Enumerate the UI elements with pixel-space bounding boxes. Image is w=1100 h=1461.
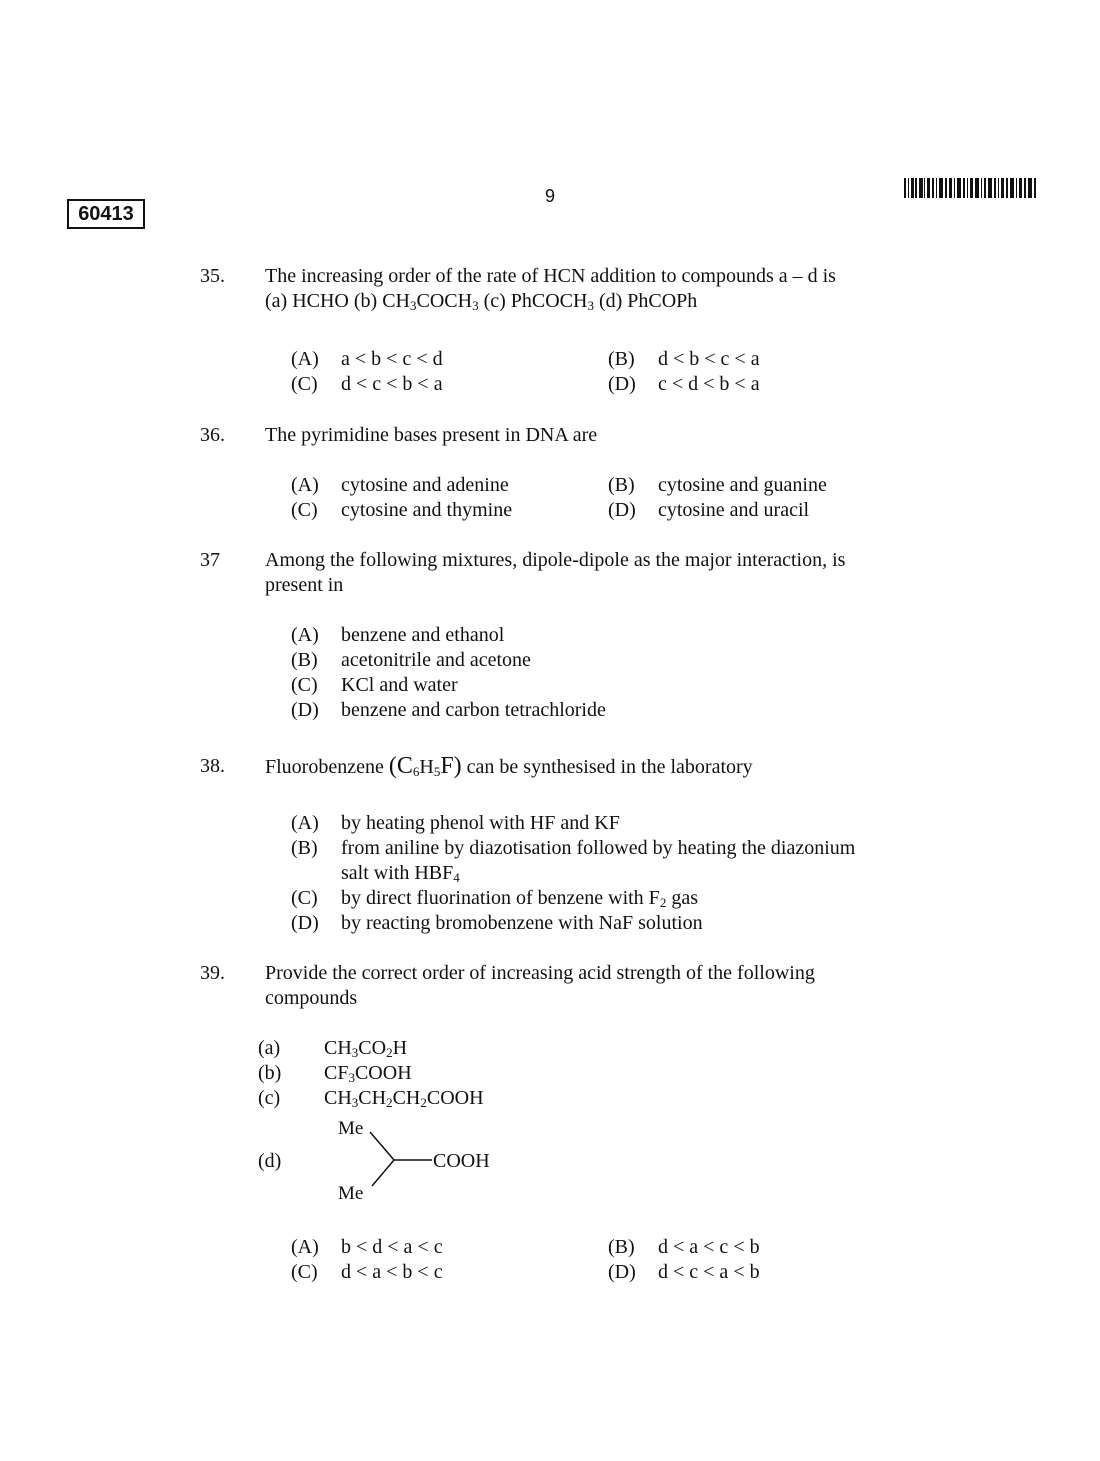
option-d[interactable]: (D) cytosine and uracil (608, 499, 810, 521)
question-text: Among the following mixtures, dipole-dipole as the major interaction, is present in (265, 549, 846, 596)
compound-a: (a) $CH_3CO_2H$ (258, 1037, 408, 1060)
compound-c: (c) $CH_3CH_2CH_2COOH$ (258, 1087, 484, 1110)
option-d[interactable]: (D) c < d < b < a (608, 373, 760, 395)
question-number: 38. (200, 755, 225, 777)
question-text: Provide the correct order of increasing acid strength of the following compounds (265, 962, 815, 1009)
option-b[interactable]: (B) acetonitrile and acetone (291, 649, 531, 671)
compound-d-me-top: Me (338, 1118, 364, 1139)
isopropyl-bonds-icon (360, 1128, 435, 1190)
option-d[interactable]: (D) by reacting bromobenzene with NaF solution (291, 912, 703, 934)
option-c[interactable]: (C) d < c < b < a (291, 373, 443, 395)
option-c[interactable]: (C) KCl and water (291, 674, 458, 696)
option-a[interactable]: (A) by heating phenol with HF and KF (291, 812, 620, 834)
question-text: Fluorobenzene $(C_6H_5F)$ can be synthesised in the laboratory (265, 753, 753, 779)
page-number: 9 (544, 186, 555, 206)
option-a[interactable]: (A) cytosine and adenine (291, 474, 509, 496)
compound-b: (b) $CF_3COOH$ (258, 1062, 412, 1085)
option-d[interactable]: (D) d < c < a < b (608, 1261, 760, 1283)
option-a[interactable]: (A) benzene and ethanol (291, 624, 505, 646)
option-b[interactable]: (B) d < a < c < b (608, 1236, 760, 1258)
question-number: 36. (200, 424, 225, 446)
paper-code: 60413 (67, 199, 145, 229)
compound-d-label: (d) (258, 1150, 282, 1172)
question-number: 35. (200, 265, 225, 287)
question-number: 37 (200, 549, 220, 571)
option-d[interactable]: (D) benzene and carbon tetrachloride (291, 699, 606, 721)
question-number: 39. (200, 962, 225, 984)
compound-d-me-bottom: Me (338, 1183, 364, 1204)
option-b[interactable]: (B) d < b < c < a (608, 348, 760, 370)
option-c[interactable]: (C) cytosine and thymine (291, 499, 513, 521)
option-a[interactable]: (A) a < b < c < d (291, 348, 443, 370)
question-text: The increasing order of the rate of HCN addition to compounds a – d is (a) HCHO (b) $CH_3COCH_3$ (c) PhCOCH$_3$ (d) PhCOPh (265, 265, 836, 313)
option-b[interactable]: (B) cytosine and guanine (608, 474, 827, 496)
question-text: The pyrimidine bases present in DNA are (265, 424, 598, 446)
barcode-icon (904, 178, 1036, 198)
option-c[interactable]: (C) by direct fluorination of benzene with $F_2$ gas (291, 887, 698, 910)
option-a[interactable]: (A) b < d < a < c (291, 1236, 443, 1258)
compound-d-cooh: COOH (433, 1150, 490, 1172)
option-b[interactable]: (B) from aniline by diazotisation followed by heating the diazonium salt with $HBF_4$ (291, 837, 856, 885)
option-c[interactable]: (C) d < a < b < c (291, 1261, 443, 1283)
